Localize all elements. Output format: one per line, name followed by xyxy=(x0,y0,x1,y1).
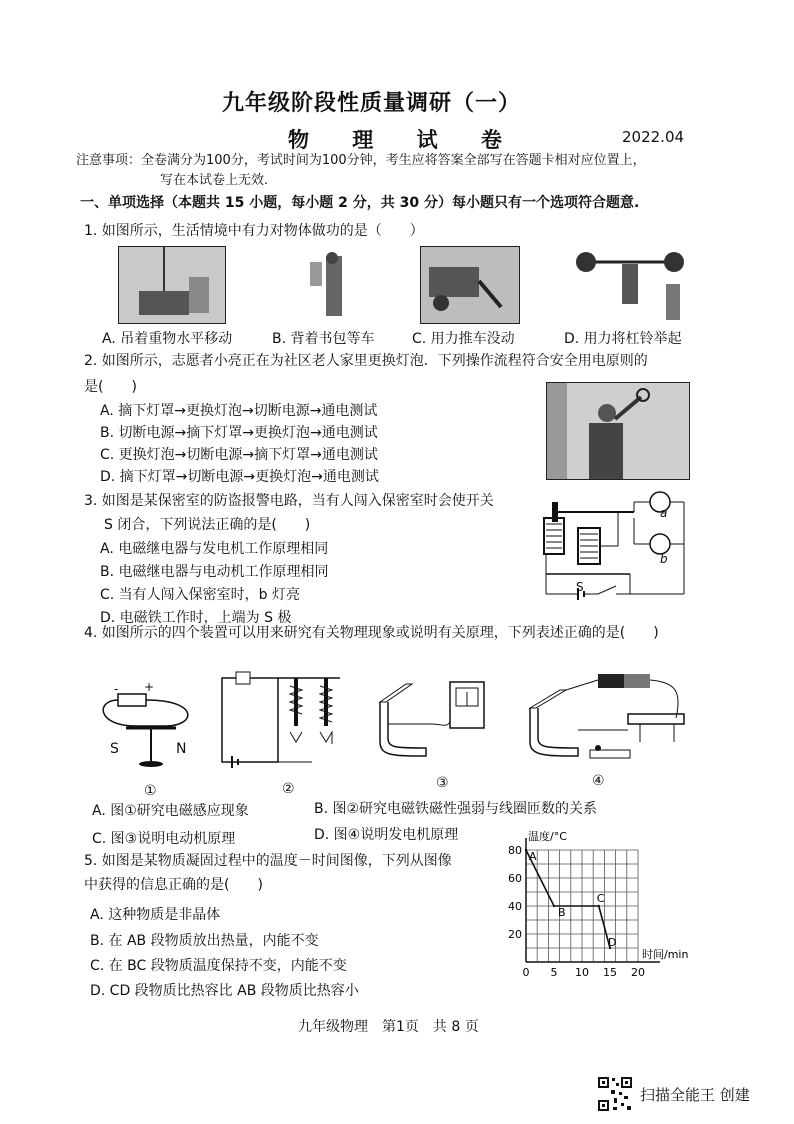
notice-line-2: 写在本试卷上无效. xyxy=(160,173,269,188)
x-tick-label: 15 xyxy=(603,966,617,979)
q5-option-b: B. 在 AB 段物质放出热量，内能不变 xyxy=(90,933,319,949)
q4-fig1-number: ① xyxy=(144,783,157,799)
q4-fig3-number: ③ xyxy=(436,775,449,791)
q2-stem-line1: 2. 如图所示，志愿者小亮正在为社区老人家里更换灯泡．下列操作流程符合安全用电原则的 xyxy=(84,353,648,369)
x-tick-label: 10 xyxy=(575,966,589,979)
q1-stem: 1. 如图所示，生活情境中有力对物体做功的是（ ） xyxy=(84,223,424,239)
q4-fig1-n: N xyxy=(176,741,187,757)
q1-option-b: B. 背着书包等车 xyxy=(272,331,375,347)
q5-option-a: A. 这种物质是非晶体 xyxy=(90,907,221,923)
q4-option-a: A. 图①研究电磁感应现象 xyxy=(92,803,249,819)
q4-fig1-s: S xyxy=(110,741,119,757)
x-axis-label: 时间/min xyxy=(642,948,689,961)
q4-stem: 4. 如图所示的四个装置可以用来研究有关物理现象或说明有关原理，下列表述正确的是( ) xyxy=(84,625,659,641)
q5-option-c: C. 在 BC 段物质温度保持不变，内能不变 xyxy=(90,958,347,974)
q2-photo xyxy=(546,382,690,480)
q5-temperature-chart xyxy=(500,828,700,984)
point-label: A xyxy=(529,850,537,863)
q4-fig1-minus: - xyxy=(114,682,119,696)
q1-option-a: A. 吊着重物水平移动 xyxy=(102,331,233,347)
q3-option-b: B. 电磁继电器与电动机工作原理相同 xyxy=(100,564,329,580)
q1-photo-b xyxy=(274,248,366,324)
q5-option-d: D. CD 段物质比热容比 AB 段物质比热容小 xyxy=(90,983,359,999)
scanner-watermark: 扫描全能王 创建 xyxy=(640,1086,750,1104)
q3-option-d: D. 电磁铁工作时，上端为 S 极 xyxy=(100,610,292,626)
q1-option-c: C. 用力推车没动 xyxy=(412,331,515,347)
x-tick-label: 20 xyxy=(631,966,645,979)
q4-figure-3 xyxy=(366,672,492,774)
q3-label-s: S xyxy=(576,580,584,594)
page-subtitle: 物 理 试 卷 xyxy=(288,128,520,152)
y-tick-label: 20 xyxy=(508,928,522,941)
x-tick-label: 5 xyxy=(550,966,558,979)
data-point xyxy=(598,905,600,907)
q3-option-c: C. 当有人闯入保密室时，b 灯亮 xyxy=(100,587,301,603)
x-tick-label: 0 xyxy=(522,966,530,979)
data-point xyxy=(553,905,555,907)
q4-fig2-number: ② xyxy=(282,781,295,797)
data-point xyxy=(525,849,527,851)
exam-date: 2022.04 xyxy=(622,128,685,146)
q2-option-d: D. 摘下灯罩→切断电源→更换灯泡→通电测试 xyxy=(100,469,379,485)
q3-label-b: b xyxy=(660,552,668,566)
q2-option-b: B. 切断电源→摘下灯罩→更换灯泡→通电测试 xyxy=(100,425,378,441)
q4-figure-4 xyxy=(516,664,692,772)
q2-option-a: A. 摘下灯罩→更换灯泡→切断电源→通电测试 xyxy=(100,403,378,419)
y-tick-label: 40 xyxy=(508,900,522,913)
q1-photo-a xyxy=(118,246,226,324)
q5-stem-line2: 中获得的信息正确的是( ) xyxy=(84,877,263,893)
section-heading: 一、单项选择（本题共 15 小题，每小题 2 分，共 30 分）每小题只有一个选项符合题意. xyxy=(80,195,640,211)
q3-stem-line1: 3. 如图是某保密室的防盗报警电路，当有人闯入保密室时会使开关 xyxy=(84,493,494,509)
q1-photo-d xyxy=(572,244,688,324)
point-label: C xyxy=(596,892,605,905)
qr-code-icon xyxy=(597,1076,633,1112)
notice-line-1: 注意事项：全卷满分为100分，考试时间为100分钟，考生应将答案全部写在答题卡相对应位置上， xyxy=(76,153,646,168)
q3-option-a: A. 电磁继电器与发电机工作原理相同 xyxy=(100,541,329,557)
page-footer: 九年级物理 第1页 共 8 页 xyxy=(298,1019,479,1035)
q2-option-c: C. 更换灯泡→切断电源→摘下灯罩→通电测试 xyxy=(100,447,378,463)
point-label: B xyxy=(558,906,566,919)
page-title: 九年级阶段性质量调研（一） xyxy=(222,91,522,116)
q4-option-c: C. 图③说明电动机原理 xyxy=(92,831,236,847)
q4-fig4-number: ④ xyxy=(592,773,605,789)
q4-fig1-plus: + xyxy=(144,680,155,694)
q5-stem-line1: 5. 如图是某物质凝固过程中的温度－时间图像，下列从图像 xyxy=(84,853,452,869)
q1-option-d: D. 用力将杠铃举起 xyxy=(564,331,682,347)
y-axis-label: 温度/°C xyxy=(528,830,567,843)
q4-option-b: B. 图②研究电磁铁磁性强弱与线圈匝数的关系 xyxy=(314,801,598,817)
y-tick-label: 60 xyxy=(508,872,522,885)
q4-option-d: D. 图④说明发电机原理 xyxy=(314,827,459,843)
q3-label-a: a xyxy=(660,506,668,520)
point-label: D xyxy=(608,936,617,949)
q2-stem-line2: 是( ) xyxy=(84,379,137,395)
q4-figure-2 xyxy=(216,666,346,778)
q3-stem-line2: S 闭合，下列说法正确的是( ) xyxy=(104,517,311,533)
y-tick-label: 80 xyxy=(508,844,522,857)
q1-photo-c xyxy=(420,246,520,324)
